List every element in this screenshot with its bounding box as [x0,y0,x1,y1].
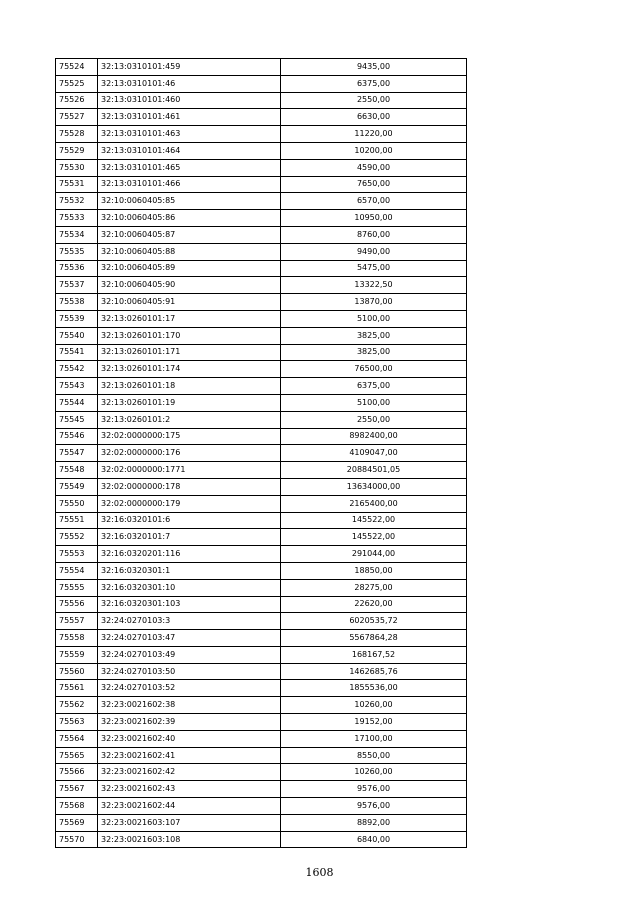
cadastral-number-cell: 32:10:0060405:86 [98,210,281,227]
table-row [56,294,467,311]
cadastral-value-cell: 168167,52 [281,646,467,663]
cadastral-value-cell: 6375,00 [281,378,467,395]
cadastral-value-cell: 22620,00 [281,596,467,613]
row-number-cell: 75526 [56,92,98,109]
cadastral-number-cell: 32:13:0310101:465 [98,159,281,176]
cadastral-value-cell: 10200,00 [281,142,467,159]
row-number-cell: 75570 [56,831,98,848]
cadastral-value-cell: 9576,00 [281,781,467,798]
row-number-cell: 75525 [56,75,98,92]
cadastral-number-cell: 32:13:0310101:459 [98,59,281,76]
table-row [56,126,467,143]
cadastral-value-cell: 291044,00 [281,546,467,563]
table-row [56,831,467,848]
cadastral-number-cell: 32:16:0320301:10 [98,579,281,596]
table-row [56,75,467,92]
row-number-cell: 75560 [56,663,98,680]
cadastral-value-cell: 2550,00 [281,411,467,428]
cadastral-number-cell: 32:13:0260101:170 [98,327,281,344]
row-number-cell: 75532 [56,193,98,210]
cadastral-number-cell: 32:10:0060405:87 [98,226,281,243]
row-number-cell: 75557 [56,613,98,630]
table-row [56,92,467,109]
cadastral-value-table [55,58,467,848]
cadastral-value-cell: 6840,00 [281,831,467,848]
table-row [56,730,467,747]
row-number-cell: 75566 [56,764,98,781]
cadastral-number-cell: 32:02:0000000:176 [98,445,281,462]
cadastral-value-cell: 1462685,76 [281,663,467,680]
cadastral-value-cell: 13322,50 [281,277,467,294]
cadastral-number-cell: 32:10:0060405:89 [98,260,281,277]
row-number-cell: 75568 [56,798,98,815]
cadastral-number-cell: 32:13:0310101:464 [98,142,281,159]
table-row [56,411,467,428]
cadastral-number-cell: 32:24:0270103:47 [98,630,281,647]
cadastral-value-cell: 6020535,72 [281,613,467,630]
row-number-cell: 75542 [56,361,98,378]
cadastral-value-cell: 13870,00 [281,294,467,311]
cadastral-number-cell: 32:13:0310101:466 [98,176,281,193]
table-row [56,210,467,227]
cadastral-value-cell: 1855536,00 [281,680,467,697]
cadastral-number-cell: 32:02:0000000:175 [98,428,281,445]
table-row [56,798,467,815]
table-row [56,630,467,647]
cadastral-value-cell: 10950,00 [281,210,467,227]
cadastral-value-cell: 2550,00 [281,92,467,109]
table-row [56,478,467,495]
cadastral-value-cell: 5475,00 [281,260,467,277]
row-number-cell: 75547 [56,445,98,462]
row-number-cell: 75541 [56,344,98,361]
cadastral-value-cell: 7650,00 [281,176,467,193]
cadastral-number-cell: 32:13:0260101:18 [98,378,281,395]
row-number-cell: 75527 [56,109,98,126]
table-row [56,243,467,260]
row-number-cell: 75528 [56,126,98,143]
table-row [56,495,467,512]
table-row [56,562,467,579]
table-row [56,260,467,277]
cadastral-value-cell: 5100,00 [281,394,467,411]
cadastral-number-cell: 32:24:0270103:50 [98,663,281,680]
row-number-cell: 75544 [56,394,98,411]
cadastral-value-cell: 8760,00 [281,226,467,243]
row-number-cell: 75546 [56,428,98,445]
cadastral-value-cell: 76500,00 [281,361,467,378]
cadastral-value-cell: 9490,00 [281,243,467,260]
cadastral-number-cell: 32:23:0021603:108 [98,831,281,848]
cadastral-number-cell: 32:16:0320201:116 [98,546,281,563]
row-number-cell: 75543 [56,378,98,395]
cadastral-value-cell: 8892,00 [281,814,467,831]
table-body [56,59,467,848]
cadastral-value-cell: 6630,00 [281,109,467,126]
table-row [56,596,467,613]
table-row [56,109,467,126]
cadastral-value-cell: 10260,00 [281,697,467,714]
row-number-cell: 75533 [56,210,98,227]
table-row [56,546,467,563]
cadastral-number-cell: 32:23:0021602:38 [98,697,281,714]
table-row [56,781,467,798]
table-row [56,529,467,546]
row-number-cell: 75565 [56,747,98,764]
row-number-cell: 75569 [56,814,98,831]
cadastral-number-cell: 32:24:0270103:52 [98,680,281,697]
row-number-cell: 75524 [56,59,98,76]
row-number-cell: 75558 [56,630,98,647]
table-row [56,814,467,831]
table-row [56,59,467,76]
cadastral-number-cell: 32:24:0270103:49 [98,646,281,663]
cadastral-number-cell: 32:23:0021602:44 [98,798,281,815]
row-number-cell: 75563 [56,714,98,731]
cadastral-value-cell: 4590,00 [281,159,467,176]
row-number-cell: 75550 [56,495,98,512]
row-number-cell: 75538 [56,294,98,311]
cadastral-value-cell: 3825,00 [281,344,467,361]
cadastral-number-cell: 32:13:0310101:463 [98,126,281,143]
row-number-cell: 75555 [56,579,98,596]
cadastral-value-cell: 145522,00 [281,529,467,546]
table-row [56,378,467,395]
table-row [56,310,467,327]
cadastral-value-cell: 18850,00 [281,562,467,579]
cadastral-number-cell: 32:13:0310101:461 [98,109,281,126]
table-row [56,226,467,243]
table-row [56,394,467,411]
cadastral-number-cell: 32:13:0260101:174 [98,361,281,378]
cadastral-number-cell: 32:13:0260101:2 [98,411,281,428]
cadastral-value-cell: 8982400,00 [281,428,467,445]
row-number-cell: 75562 [56,697,98,714]
cadastral-value-cell: 11220,00 [281,126,467,143]
table-row [56,714,467,731]
table-row [56,176,467,193]
table-row [56,747,467,764]
cadastral-value-cell: 9576,00 [281,798,467,815]
table-row [56,159,467,176]
row-number-cell: 75551 [56,512,98,529]
table-row [56,680,467,697]
cadastral-number-cell: 32:13:0260101:17 [98,310,281,327]
row-number-cell: 75529 [56,142,98,159]
table-row [56,428,467,445]
row-number-cell: 75536 [56,260,98,277]
cadastral-value-cell: 5567864,28 [281,630,467,647]
cadastral-number-cell: 32:02:0000000:179 [98,495,281,512]
cadastral-number-cell: 32:16:0320101:7 [98,529,281,546]
cadastral-value-cell: 20884501,05 [281,462,467,479]
table-row [56,512,467,529]
cadastral-value-cell: 28275,00 [281,579,467,596]
table-row [56,361,467,378]
cadastral-number-cell: 32:23:0021602:42 [98,764,281,781]
cadastral-number-cell: 32:10:0060405:91 [98,294,281,311]
cadastral-number-cell: 32:02:0000000:1771 [98,462,281,479]
cadastral-number-cell: 32:02:0000000:178 [98,478,281,495]
table-row [56,277,467,294]
row-number-cell: 75530 [56,159,98,176]
row-number-cell: 75552 [56,529,98,546]
cadastral-number-cell: 32:13:0260101:19 [98,394,281,411]
row-number-cell: 75531 [56,176,98,193]
table-row [56,327,467,344]
cadastral-value-cell: 6570,00 [281,193,467,210]
cadastral-number-cell: 32:23:0021602:39 [98,714,281,731]
row-number-cell: 75567 [56,781,98,798]
cadastral-value-cell: 9435,00 [281,59,467,76]
cadastral-number-cell: 32:16:0320301:1 [98,562,281,579]
cadastral-value-cell: 3825,00 [281,327,467,344]
table-row [56,764,467,781]
table-row [56,344,467,361]
cadastral-number-cell: 32:24:0270103:3 [98,613,281,630]
row-number-cell: 75545 [56,411,98,428]
row-number-cell: 75537 [56,277,98,294]
table-row [56,663,467,680]
cadastral-number-cell: 32:13:0260101:171 [98,344,281,361]
cadastral-value-cell: 4109047,00 [281,445,467,462]
table-row [56,142,467,159]
row-number-cell: 75534 [56,226,98,243]
row-number-cell: 75556 [56,596,98,613]
cadastral-number-cell: 32:13:0310101:46 [98,75,281,92]
row-number-cell: 75549 [56,478,98,495]
cadastral-value-cell: 8550,00 [281,747,467,764]
row-number-cell: 75553 [56,546,98,563]
row-number-cell: 75559 [56,646,98,663]
table-row [56,462,467,479]
table-row [56,445,467,462]
cadastral-value-cell: 19152,00 [281,714,467,731]
row-number-cell: 75548 [56,462,98,479]
table-row [56,579,467,596]
cadastral-number-cell: 32:16:0320301:103 [98,596,281,613]
cadastral-number-cell: 32:23:0021602:41 [98,747,281,764]
cadastral-number-cell: 32:10:0060405:88 [98,243,281,260]
cadastral-number-cell: 32:16:0320101:6 [98,512,281,529]
cadastral-value-cell: 13634000,00 [281,478,467,495]
cadastral-value-cell: 6375,00 [281,75,467,92]
cadastral-number-cell: 32:23:0021602:40 [98,730,281,747]
cadastral-number-cell: 32:13:0310101:460 [98,92,281,109]
table-row [56,646,467,663]
page-number: 1608 [305,866,334,879]
cadastral-value-cell: 17100,00 [281,730,467,747]
row-number-cell: 75564 [56,730,98,747]
row-number-cell: 75561 [56,680,98,697]
cadastral-value-cell: 5100,00 [281,310,467,327]
table-row [56,613,467,630]
row-number-cell: 75540 [56,327,98,344]
cadastral-number-cell: 32:23:0021602:43 [98,781,281,798]
cadastral-number-cell: 32:10:0060405:85 [98,193,281,210]
table-row [56,697,467,714]
cadastral-value-cell: 2165400,00 [281,495,467,512]
cadastral-number-cell: 32:23:0021603:107 [98,814,281,831]
row-number-cell: 75535 [56,243,98,260]
cadastral-value-cell: 10260,00 [281,764,467,781]
row-number-cell: 75554 [56,562,98,579]
table-row [56,193,467,210]
cadastral-number-cell: 32:10:0060405:90 [98,277,281,294]
row-number-cell: 75539 [56,310,98,327]
cadastral-value-cell: 145522,00 [281,512,467,529]
